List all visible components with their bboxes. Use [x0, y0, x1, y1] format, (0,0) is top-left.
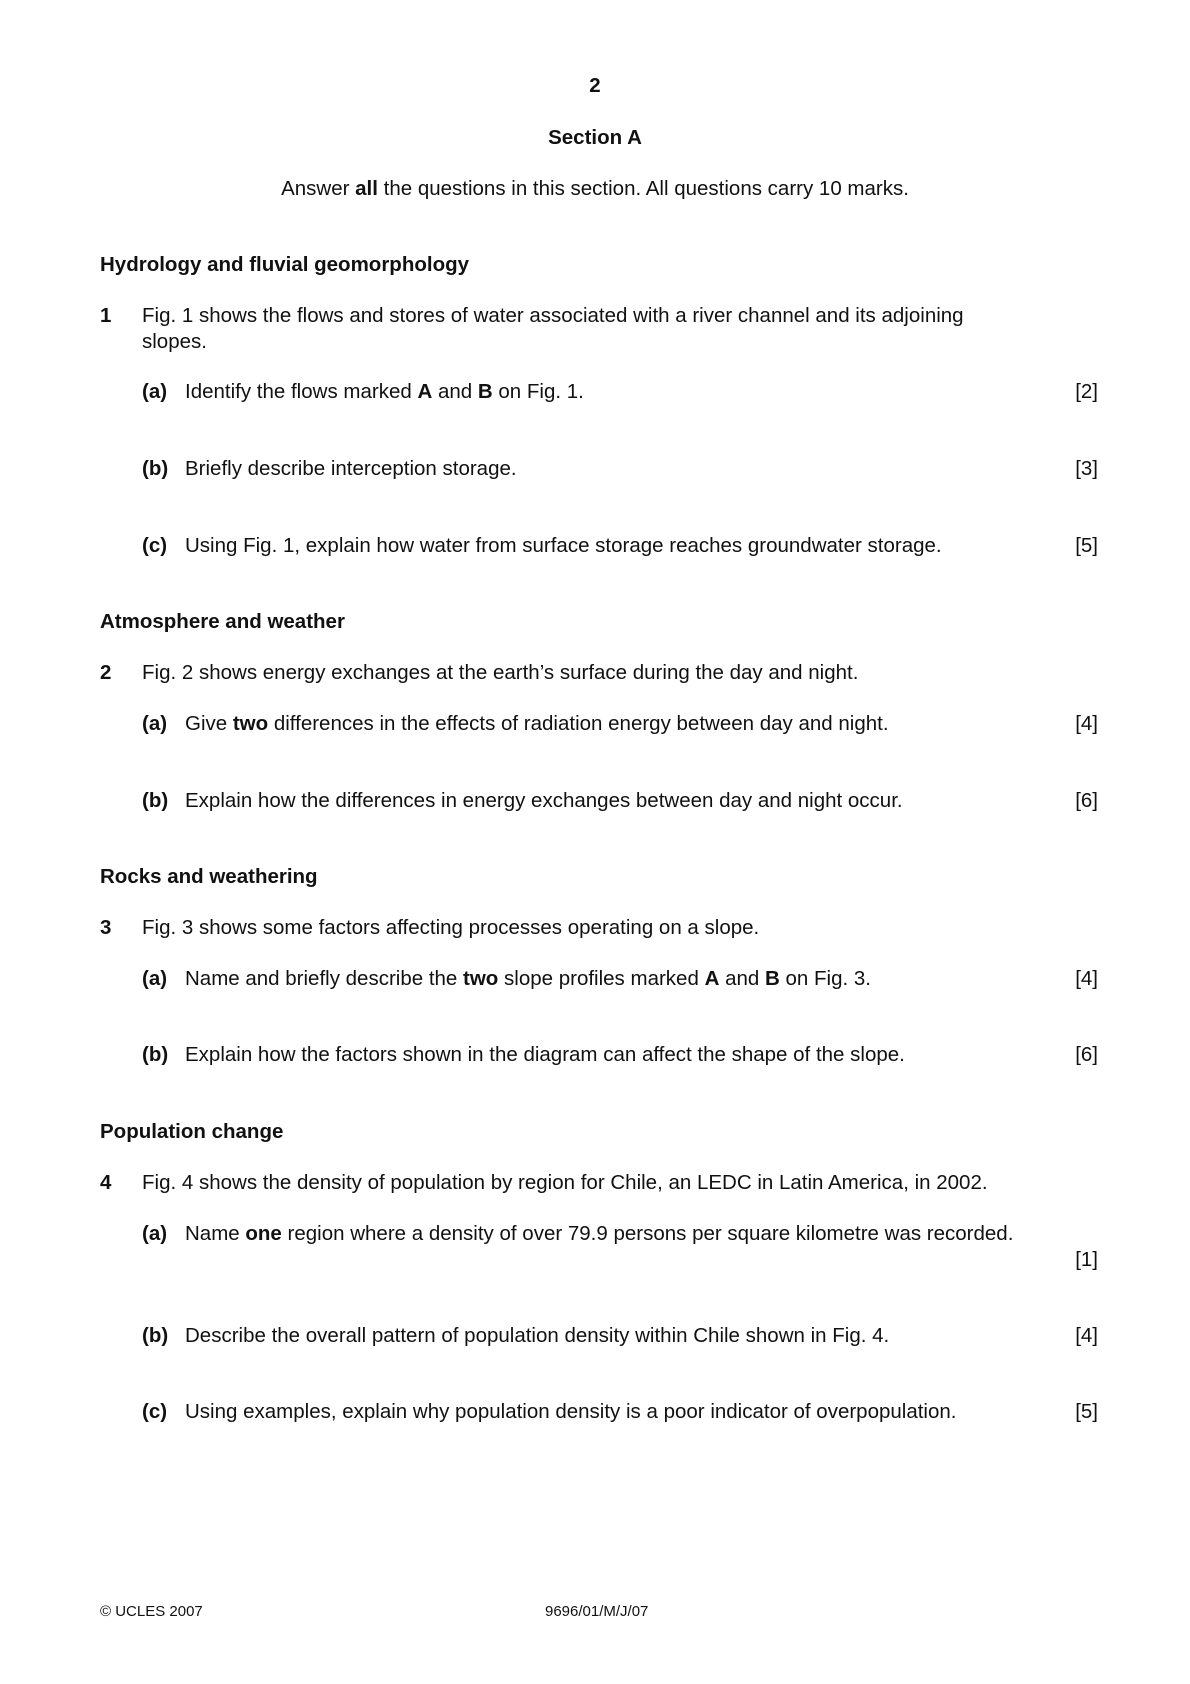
part-label-4c: (c): [142, 1400, 168, 1423]
question-4-stem: Fig. 4 shows the density of population by region for Chile, an LEDC in Latin America, in 2002.: [142, 1171, 988, 1194]
marks-1b: [3]: [1075, 457, 1098, 480]
part-3a-b2: A: [704, 967, 720, 990]
marks-2b: [6]: [1075, 789, 1098, 812]
marks-4a: [1]: [1075, 1248, 1098, 1271]
topic-heading-population: Population change: [100, 1120, 284, 1143]
topic-heading-hydrology: Hydrology and fluvial geomorphology: [100, 253, 470, 276]
question-1-stem-line2: slopes.: [142, 330, 207, 353]
part-label-1b: (b): [142, 457, 169, 480]
question-number-2: 2: [100, 661, 112, 684]
footer-paper-code: 9696/01/M/J/07: [545, 1603, 649, 1620]
part-2a-t2: differences in the effects of radiation energy between day and night.: [268, 712, 889, 735]
part-text-1c: Using Fig. 1, explain how water from surface storage reaches groundwater storage.: [185, 534, 942, 557]
part-label-2b: (b): [142, 789, 169, 812]
marks-1a: [2]: [1075, 380, 1098, 403]
part-3a-b1: two: [463, 967, 499, 990]
part-4a-t2: region where a density of over 79.9 persons per square kilometre was recorded.: [281, 1222, 1014, 1245]
part-3a-t3: and: [719, 967, 765, 990]
question-number-3: 3: [100, 916, 112, 939]
part-label-3b: (b): [142, 1043, 169, 1066]
part-label-2a: (a): [142, 712, 168, 735]
part-1a-b1: A: [417, 380, 433, 403]
part-label-1c: (c): [142, 534, 168, 557]
part-3a-b3: B: [764, 967, 780, 990]
part-2a-t1: Give: [185, 712, 233, 735]
topic-heading-atmosphere: Atmosphere and weather: [100, 610, 345, 633]
part-1a-t3: on Fig. 1.: [492, 380, 584, 403]
marks-4c: [5]: [1075, 1400, 1098, 1423]
question-3-stem: Fig. 3 shows some factors affecting processes operating on a slope.: [142, 916, 760, 939]
question-number-1: 1: [100, 304, 112, 327]
marks-2a: [4]: [1075, 712, 1098, 735]
marks-3b: [6]: [1075, 1043, 1098, 1066]
part-4a-t1: Name: [185, 1222, 246, 1245]
part-1a-t1: Identify the flows marked: [185, 380, 418, 403]
part-4a-b1: one: [245, 1222, 282, 1245]
question-2-stem: Fig. 2 shows energy exchanges at the earth’s surface during the day and night.: [142, 661, 859, 684]
part-label-4b: (b): [142, 1324, 169, 1347]
footer-copyright: © UCLES 2007: [100, 1603, 203, 1620]
marks-1c: [5]: [1075, 534, 1098, 557]
marks-4b: [4]: [1075, 1324, 1098, 1347]
page-number: 2: [589, 74, 601, 97]
part-text-2b: Explain how the differences in energy exchanges between day and night occur.: [185, 789, 903, 812]
instruction-post: the questions in this section. All questions carry 10 marks.: [377, 177, 909, 200]
part-text-4c: Using examples, explain why population density is a poor indicator of overpopulation.: [185, 1400, 957, 1423]
part-label-1a: (a): [142, 380, 168, 403]
question-1-stem-line1: Fig. 1 shows the flows and stores of water associated with a river channel and its adjoining: [142, 304, 964, 327]
part-2a-b1: two: [232, 712, 269, 735]
part-label-4a: (a): [142, 1222, 168, 1245]
topic-heading-rocks: Rocks and weathering: [100, 865, 318, 888]
part-3a-t1: Name and briefly describe the: [185, 967, 464, 990]
part-text-3b: Explain how the factors shown in the diagram can affect the shape of the slope.: [185, 1043, 905, 1066]
part-3a-t4: on Fig. 3.: [779, 967, 871, 990]
part-3a-t2: slope profiles marked: [498, 967, 705, 990]
instruction-pre: Answer: [281, 177, 356, 200]
part-text-4b: Describe the overall pattern of population density within Chile shown in Fig. 4.: [185, 1324, 890, 1347]
part-text-1a: [185, 380, 584, 404]
instruction-bold: all: [355, 177, 378, 200]
part-1a-t2: and: [432, 380, 478, 403]
question-number-4: 4: [100, 1171, 112, 1194]
part-text-3a: [185, 967, 871, 991]
section-title: Section A: [548, 126, 642, 149]
marks-3a: [4]: [1075, 967, 1098, 990]
part-1a-b2: B: [477, 380, 493, 403]
section-instruction: [0, 177, 1190, 201]
part-text-2a: [185, 712, 889, 736]
part-text-4a: [185, 1222, 1013, 1246]
part-text-1b: Briefly describe interception storage.: [185, 457, 517, 480]
part-label-3a: (a): [142, 967, 168, 990]
